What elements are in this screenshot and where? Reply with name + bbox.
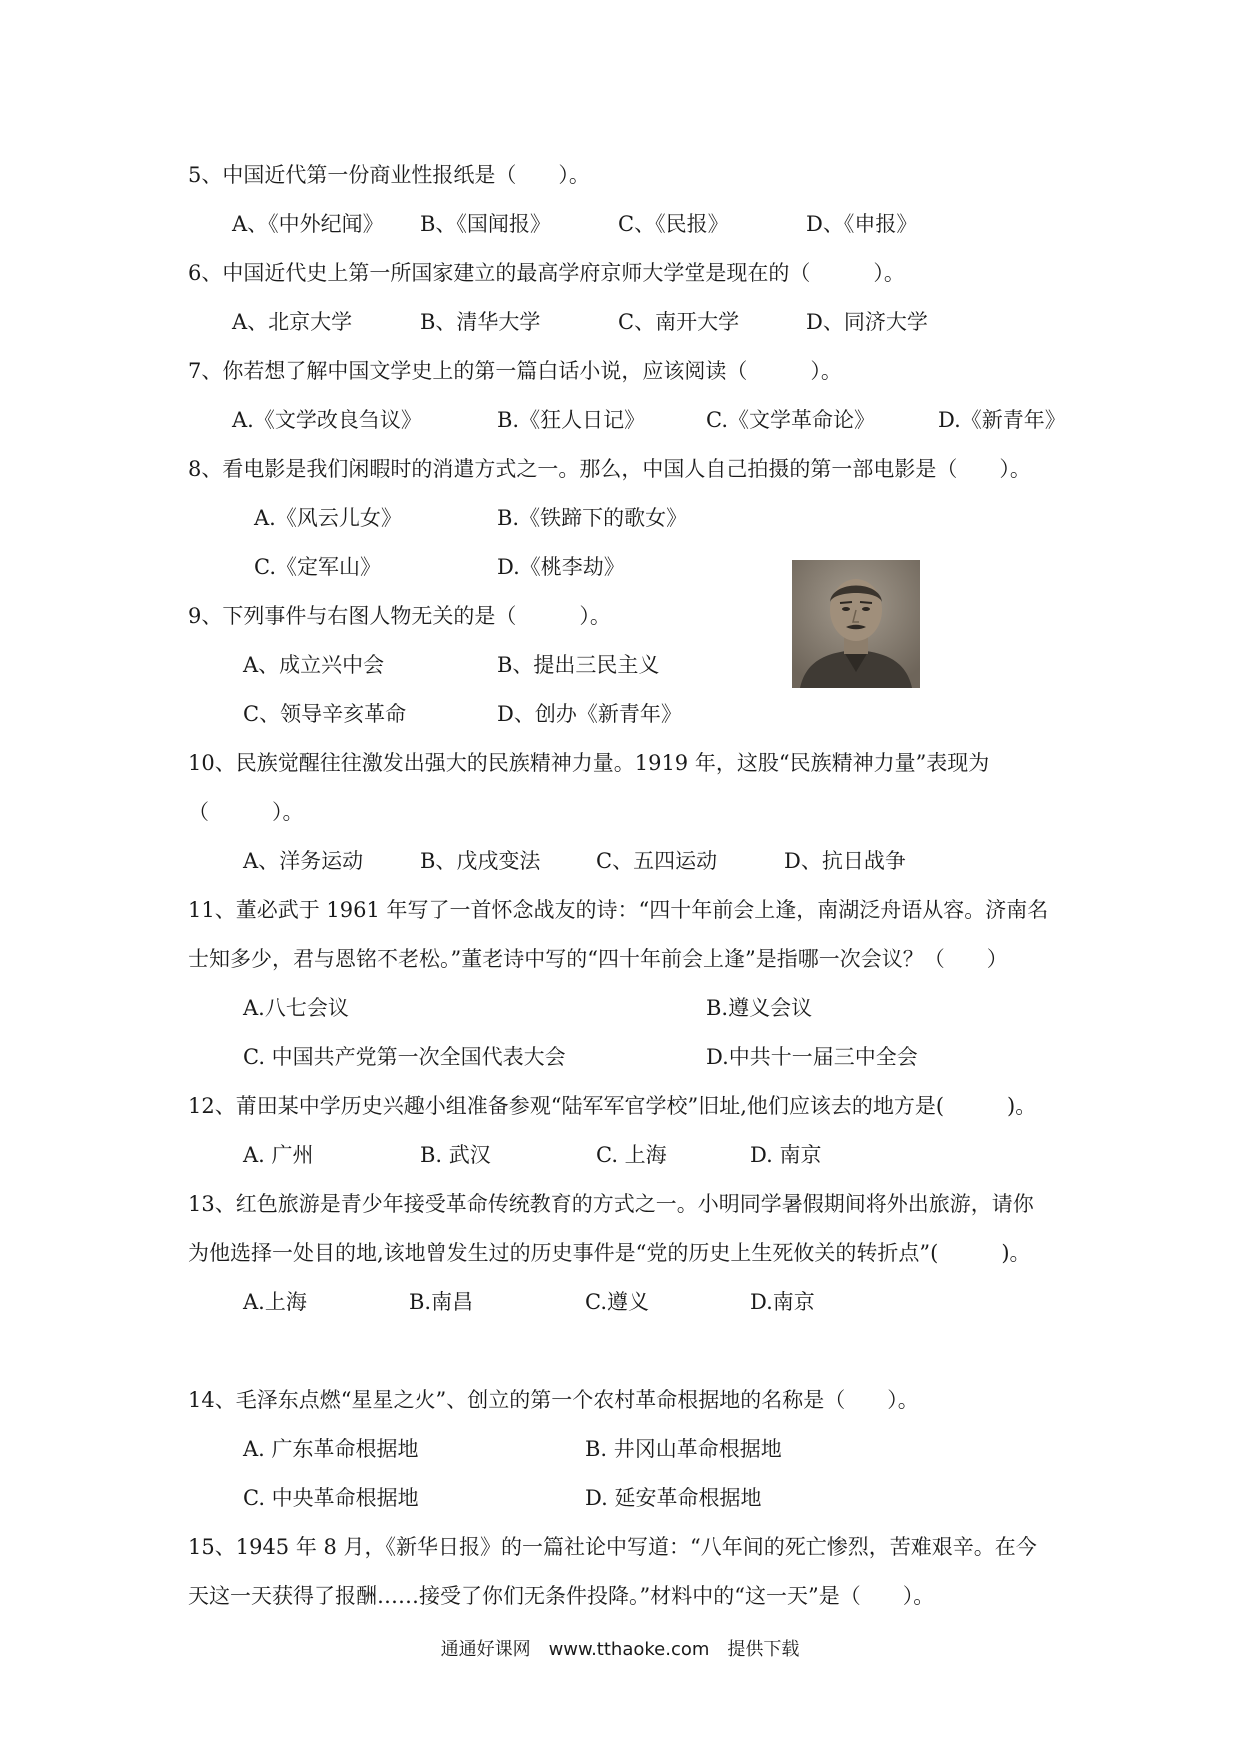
question-7-stem: 7、你若想了解中国文学史上的第一篇白话小说，应该阅读（ ）。 <box>188 359 842 383</box>
question-9-option-b: B、提出三民主义 <box>497 653 660 677</box>
question-15-stem-line-1: 15、1945 年 8 月，《新华日报》的一篇社论中写道：“八年间的死亡惨烈，苦难艰辛。在今 <box>188 1535 1037 1559</box>
question-12-option-b: B. 武汉 <box>420 1143 491 1167</box>
question-10-option-d: D、抗日战争 <box>784 849 906 873</box>
question-8-option-b: B.《铁蹄下的歌女》 <box>497 506 688 530</box>
question-8-option-a: A.《风云儿女》 <box>254 506 402 530</box>
question-10-stem-line-2: （ ）。 <box>188 800 304 824</box>
question-10-stem-line-1: 10、民族觉醒往往激发出强大的民族精神力量。1919 年，这股“民族精神力量”表现为 <box>188 751 990 775</box>
question-11-stem-line-1: 11、董必武于 1961 年写了一首怀念战友的诗：“四十年前会上逢，南湖泛舟语从容。济南名 <box>188 898 1049 922</box>
question-5-stem: 5、中国近代第一份商业性报纸是（ ）。 <box>188 163 590 187</box>
portrait-image <box>792 560 920 688</box>
question-11-option-d: D.中共十一届三中全会 <box>706 1045 918 1069</box>
question-6-option-a: A、北京大学 <box>232 310 353 334</box>
question-12-option-d: D. 南京 <box>750 1143 822 1167</box>
question-9-option-c: C、领导辛亥革命 <box>243 702 407 726</box>
question-13-option-b: B.南昌 <box>409 1290 474 1314</box>
question-13-option-a: A.上海 <box>243 1290 307 1314</box>
question-9-option-a: A、成立兴中会 <box>243 653 385 677</box>
question-11-stem-line-2: 士知多少，君与恩铭不老松。”董老诗中写的“四十年前会上逢”是指哪一次会议？（ ） <box>188 947 1008 971</box>
question-11-option-c: C. 中国共产党第一次全国代表大会 <box>243 1045 566 1069</box>
question-7-option-d: D.《新青年》 <box>938 408 1066 432</box>
question-6-option-c: C、南开大学 <box>618 310 740 334</box>
question-10-option-b: B、戊戌变法 <box>420 849 541 873</box>
page-footer: 通通好课网 www.tthaoke.com 提供下载 <box>440 1639 800 1660</box>
question-7-option-b: B.《狂人日记》 <box>497 408 646 432</box>
question-14-stem: 14、毛泽东点燃“星星之火”、创立的第一个农村革命根据地的名称是（ ）。 <box>188 1388 919 1412</box>
question-14-option-b: B. 井冈山革命根据地 <box>585 1437 782 1461</box>
question-13-option-c: C.遵义 <box>585 1290 649 1314</box>
question-8-option-c: C.《定军山》 <box>254 555 381 579</box>
question-6-stem: 6、中国近代史上第一所国家建立的最高学府京师大学堂是现在的（ ）。 <box>188 261 905 285</box>
question-11-option-a: A.八七会议 <box>243 996 349 1020</box>
portrait-photo <box>792 560 920 688</box>
question-13-stem-line-1: 13、红色旅游是青少年接受革命传统教育的方式之一。小明同学暑假期间将外出旅游，请你 <box>188 1192 1034 1216</box>
question-6-option-b: B、清华大学 <box>420 310 541 334</box>
question-7-option-c: C.《文学革命论》 <box>706 408 875 432</box>
question-8-stem: 8、看电影是我们闲暇时的消遣方式之一。那么，中国人自己拍摄的第一部电影是（ ）。 <box>188 457 1031 481</box>
question-9-stem: 9、下列事件与右图人物无关的是（ ）。 <box>188 604 611 628</box>
question-5-option-c: C、《民报》 <box>618 212 729 236</box>
question-10-option-c: C、五四运动 <box>596 849 718 873</box>
question-14-option-d: D. 延安革命根据地 <box>585 1486 762 1510</box>
question-13-option-d: D.南京 <box>750 1290 815 1314</box>
question-5-option-b: B、《国闻报》 <box>420 212 551 236</box>
question-10-option-a: A、洋务运动 <box>243 849 364 873</box>
question-12-option-a: A. 广州 <box>243 1143 314 1167</box>
question-7-option-a: A.《文学改良刍议》 <box>232 408 422 432</box>
question-15-stem-line-2: 天这一天获得了报酬……接受了你们无条件投降。”材料中的“这一天”是（ ）。 <box>188 1584 935 1608</box>
question-14-option-a: A. 广东革命根据地 <box>243 1437 419 1461</box>
question-13-stem-line-2: 为他选择一处目的地,该地曾发生过的历史事件是“党的历史上生死攸关的转折点”( )。 <box>188 1241 1031 1265</box>
question-5-option-a: A、《中外纪闻》 <box>232 212 384 236</box>
question-8-option-d: D.《桃李劫》 <box>497 555 625 579</box>
question-14-option-c: C. 中央革命根据地 <box>243 1486 419 1510</box>
question-12-option-c: C. 上海 <box>596 1143 667 1167</box>
question-6-option-d: D、同济大学 <box>806 310 928 334</box>
question-11-option-b: B.遵义会议 <box>706 996 813 1020</box>
question-12-stem: 12、莆田某中学历史兴趣小组准备参观“陆军军官学校”旧址,他们应该去的地方是( )。 <box>188 1094 1037 1118</box>
question-9-option-d: D、创办《新青年》 <box>497 702 682 726</box>
question-5-option-d: D、《申报》 <box>806 212 918 236</box>
